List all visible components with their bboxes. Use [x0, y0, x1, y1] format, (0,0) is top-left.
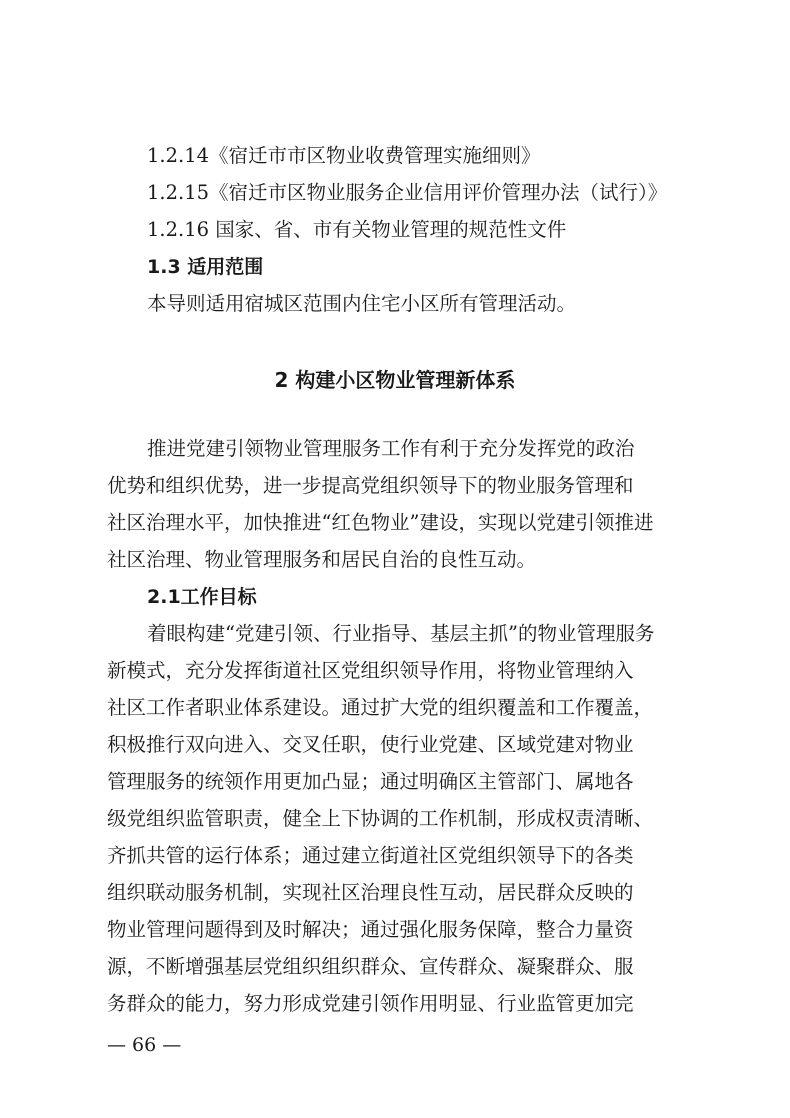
reference-item: 1.2.16 国家、省、市有关物业管理的规范性文件: [147, 218, 567, 241]
paragraph-line: 推进党建引领物业管理服务工作有利于充分发挥党的政治: [147, 437, 635, 460]
paragraph-line: 务群众的能力，努力形成党建引领作用明显、行业监管更加完: [107, 992, 634, 1015]
paragraph-line: 积极推行双向进入、交叉任职，使行业党建、区域党建对物业: [107, 733, 634, 756]
paragraph-line: 级党组织监管职责，健全上下协调的工作机制，形成权责清晰、: [107, 807, 654, 830]
paragraph-line: 优势和组织优势，进一步提高党组织领导下的物业服务管理和: [107, 474, 634, 497]
section-heading-1-3: 1.3 适用范围: [147, 256, 264, 278]
paragraph-line: 组织联动服务机制，实现社区治理良性互动，居民群众反映的: [107, 881, 634, 904]
paragraph-line: 源，不断增强基层党组织组织群众、宣传群众、凝聚群众、服: [107, 955, 634, 978]
chapter-heading: 2 构建小区物业管理新体系: [274, 368, 516, 392]
section-heading-2-1: 2.1工作目标: [147, 586, 257, 608]
paragraph-line: 物业管理问题得到及时解决；通过强化服务保障，整合力量资: [107, 918, 634, 941]
paragraph-line: 社区治理、物业管理服务和居民自治的良性互动。: [107, 548, 537, 571]
reference-item: 1.2.14《宿迁市市区物业收费管理实施细则》: [147, 144, 541, 167]
reference-item: 1.2.15《宿迁市区物业服务企业信用评价管理办法（试行）》: [147, 181, 668, 204]
paragraph-line: 齐抓共管的运行体系；通过建立街道社区党组织领导下的各类: [107, 844, 634, 867]
paragraph-line: 社区工作者职业体系建设。通过扩大党的组织覆盖和工作覆盖，: [107, 696, 654, 719]
paragraph-line: 社区治理水平，加快推进“红色物业”建设，实现以党建引领推进: [107, 511, 654, 534]
paragraph-line: 管理服务的统领作用更加凸显；通过明确区主管部门、属地各: [107, 770, 634, 793]
page-number: — 66 —: [107, 1034, 182, 1056]
section-1-3-text: 本导则适用宿城区范围内住宅小区所有管理活动。: [147, 292, 577, 315]
paragraph-line: 新模式，充分发挥街道社区党组织领导作用，将物业管理纳入: [107, 659, 634, 682]
paragraph-line: 着眼构建“党建引领、行业指导、基层主抓”的物业管理服务: [147, 622, 655, 645]
